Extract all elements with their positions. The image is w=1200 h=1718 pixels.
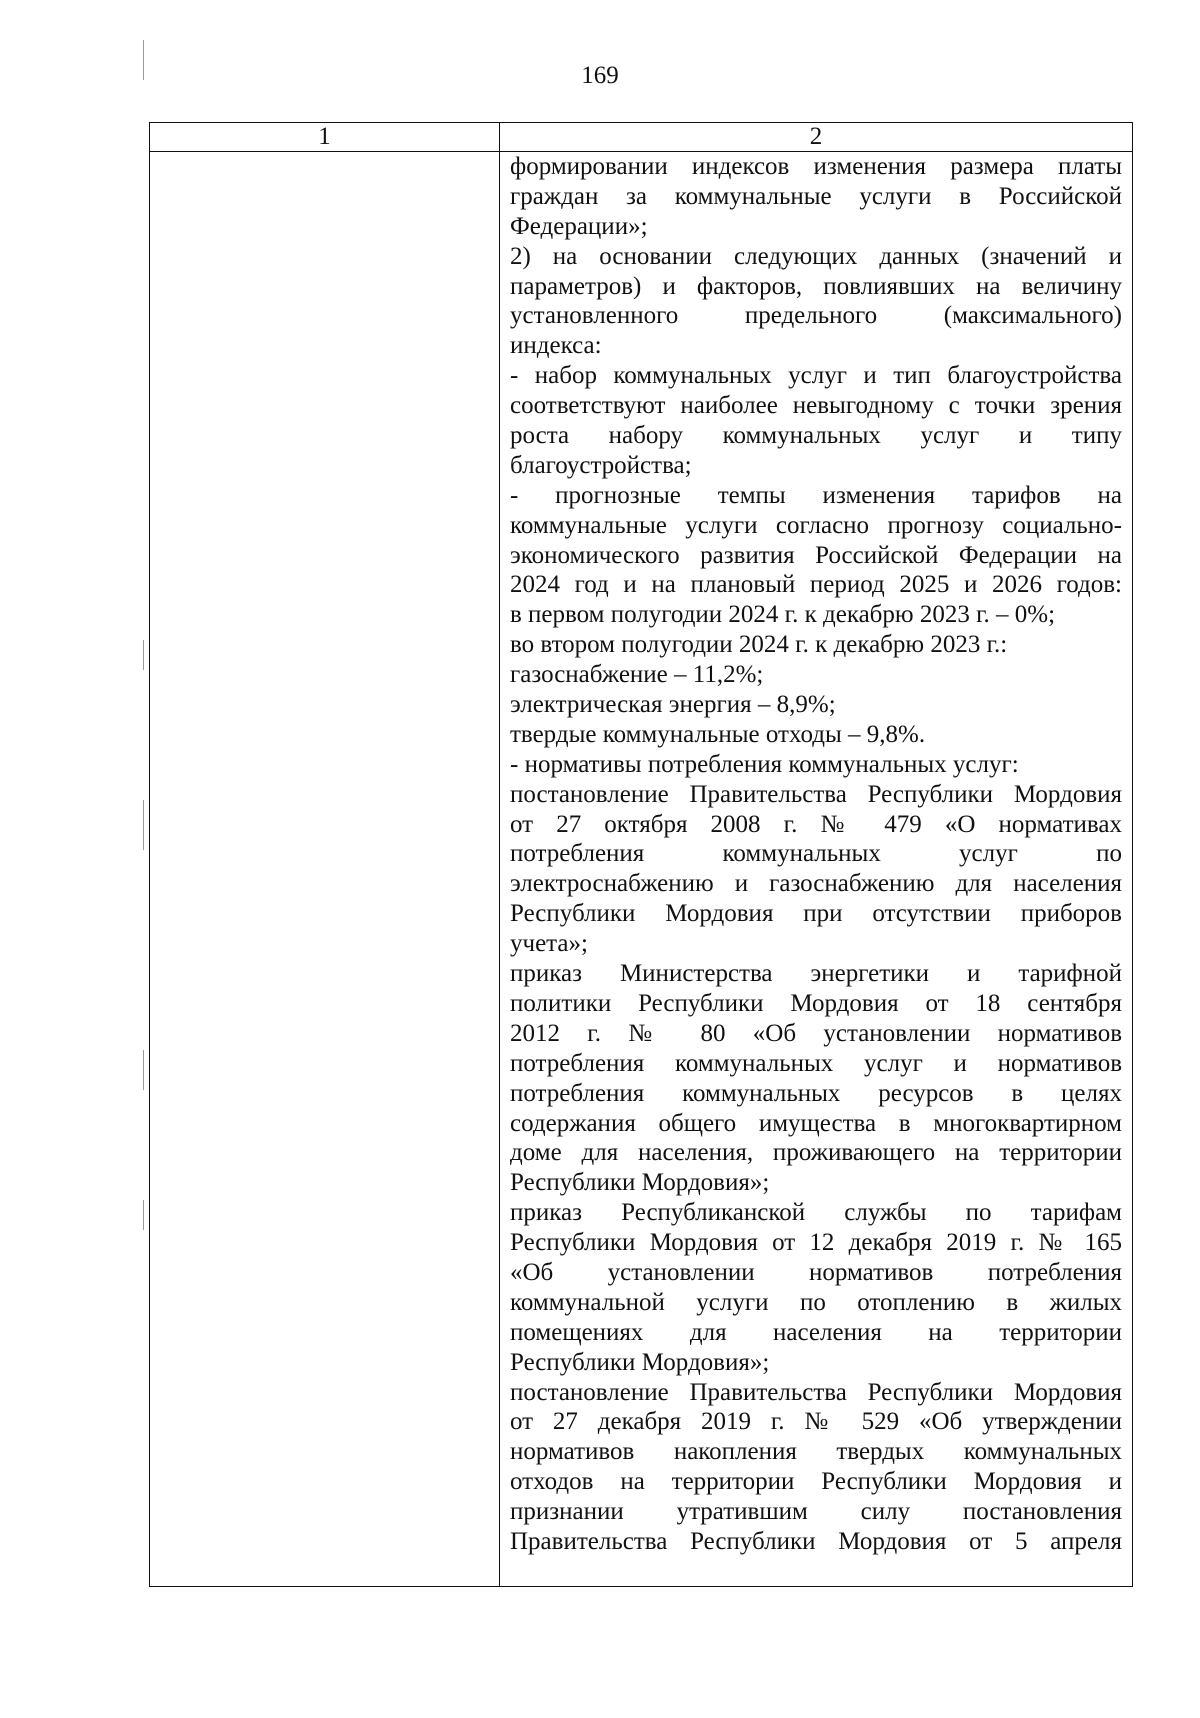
text-line: приказ Министерства энергетики и тарифной xyxy=(510,960,1122,988)
text-line: твердые коммунальные отходы – 9,8%. xyxy=(510,720,926,748)
text-line: от 27 декабря 2019 г. № 529 «Об утверждении xyxy=(510,1408,1122,1436)
text-line: во втором полугодии 2024 г. к декабрю 2023 г.: xyxy=(510,631,1008,659)
text-line: Правительства Республики Мордовия от 5 апреля xyxy=(510,1527,1122,1555)
text-line: коммунальной услуги по отоплению в жилых xyxy=(510,1288,1122,1316)
text-line: соответствуют наиболее невыгодному с точки зрения xyxy=(510,392,1122,420)
text-line: помещениях для населения на территории xyxy=(510,1318,1122,1346)
text-line: содержания общего имущества в многоквартирном xyxy=(510,1109,1122,1137)
text-line: нормативов накопления твердых коммунальных xyxy=(510,1438,1122,1466)
text-line: роста набору коммунальных услуг и типу xyxy=(510,422,1122,450)
text-line: политики Республики Мордовия от 18 сентября xyxy=(510,989,1122,1017)
text-line: отходов на территории Республики Мордовия и xyxy=(510,1468,1122,1496)
text-line: - нормативы потребления коммунальных услуг: xyxy=(510,750,1019,778)
text-line: электрическая энергия – 8,9%; xyxy=(510,691,836,719)
text-line: приказ Республиканской службы по тарифам xyxy=(510,1199,1122,1227)
text-line: признании утратившим силу постановления xyxy=(510,1498,1122,1526)
text-line: Республики Мордовия»; xyxy=(510,1169,770,1197)
text-line: Республики Мордовия»; xyxy=(510,1348,770,1376)
header-cell-2: 2 xyxy=(809,123,823,150)
text-line: граждан за коммунальные услуги в Российской xyxy=(510,182,1122,210)
text-line: «Об установлении нормативов потребления xyxy=(510,1258,1122,1286)
scan-artifact xyxy=(143,640,144,670)
scan-artifact xyxy=(143,40,144,80)
text-line: 2) на основании следующих данных (значений и xyxy=(510,242,1122,270)
cell-col2-text xyxy=(510,152,1122,1557)
text-line: благоустройства; xyxy=(510,451,692,479)
text-line: потребления коммунальных услуг и нормативов xyxy=(510,1049,1122,1077)
text-line: - набор коммунальных услуг и тип благоустройства xyxy=(510,362,1122,390)
text-line: газоснабжение – 11,2%; xyxy=(510,661,764,689)
text-line: коммунальные услуги согласно прогнозу социально- xyxy=(510,511,1122,539)
text-line: параметров) и факторов, повлиявших на величину xyxy=(510,272,1122,300)
text-line: потребления коммунальных ресурсов в целях xyxy=(510,1079,1122,1107)
text-line: Республики Мордовия от 12 декабря 2019 г. № 165 xyxy=(510,1229,1122,1257)
page-number: 169 xyxy=(581,62,619,89)
text-line: 2024 год и на плановый период 2025 и 2026 годов: xyxy=(510,571,1122,599)
document-table xyxy=(149,122,1133,1587)
text-line: Республики Мордовия при отсутствии приборов xyxy=(510,900,1122,928)
scan-artifact xyxy=(143,800,144,850)
text-line: учета»; xyxy=(510,930,588,958)
text-line: установленного предельного (максимального) xyxy=(510,302,1122,330)
column-divider xyxy=(499,123,500,1586)
text-line: постановление Правительства Республики Мордовия xyxy=(510,780,1122,808)
text-line: от 27 октября 2008 г. № 479 «О нормативах xyxy=(510,810,1122,838)
text-line: Федерации»; xyxy=(510,212,648,240)
text-line: в первом полугодии 2024 г. к декабрю 2023 г. – 0%; xyxy=(510,601,1056,629)
header-row xyxy=(150,123,1132,152)
scan-artifact xyxy=(143,1200,144,1230)
text-line: экономического развития Российской Федерации на xyxy=(510,541,1122,569)
text-line: формировании индексов изменения размера платы xyxy=(510,153,1122,180)
text-line: - прогнозные темпы изменения тарифов на xyxy=(510,481,1122,509)
scan-artifact xyxy=(143,1050,144,1090)
text-line: индекса: xyxy=(510,332,602,360)
text-line: потребления коммунальных услуг по xyxy=(510,840,1122,868)
text-line: 2012 г. № 80 «Об установлении нормативов xyxy=(510,1019,1122,1047)
text-line: доме для населения, проживающего на территории xyxy=(510,1139,1122,1167)
header-cell-1: 1 xyxy=(318,123,331,150)
text-line: постановление Правительства Республики Мордовия xyxy=(510,1378,1122,1406)
text-line: электроснабжению и газоснабжению для населения xyxy=(510,870,1122,898)
